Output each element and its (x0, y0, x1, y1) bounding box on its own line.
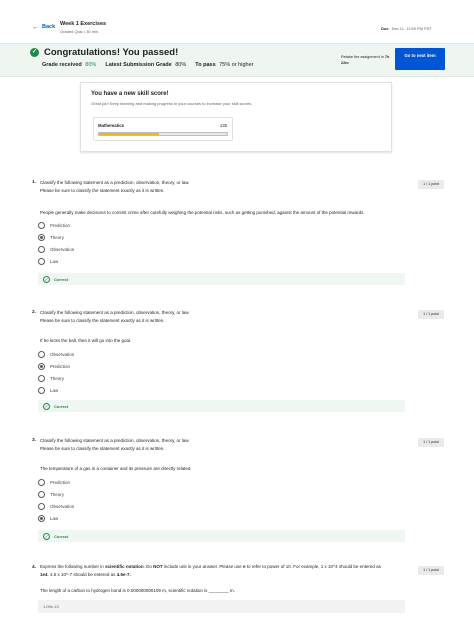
option-law[interactable] (38, 387, 58, 394)
banner-heading: Congratulations! You passed! (44, 47, 179, 58)
skill-progress-bar (98, 132, 228, 136)
radio-button[interactable] (38, 387, 45, 394)
answer-input[interactable]: 1.09e-10 (38, 600, 405, 613)
skill-score: 135 (219, 123, 227, 128)
go-to-next-item-button[interactable]: Go to next item (395, 48, 445, 70)
retake-time: 7h 22m (341, 55, 390, 65)
option-theory[interactable] (38, 491, 64, 498)
option-theory[interactable] (38, 375, 64, 382)
retake-info (341, 54, 396, 66)
due-label: Due (381, 26, 389, 31)
option-law[interactable] (38, 258, 58, 265)
feedback-correct (38, 273, 405, 285)
option-label: Theory (50, 376, 65, 381)
back-label: Back (42, 24, 56, 30)
radio-button[interactable] (38, 375, 45, 382)
option-observation[interactable] (38, 503, 74, 510)
option-label: Law (50, 516, 59, 521)
question-prompt: Classify the following statement as a prediction, observation, theory, or law. Please be sure to classify the statement exactly as it is written. (40, 180, 190, 193)
question-number: 3. (32, 438, 37, 443)
option-prediction[interactable] (38, 222, 70, 229)
back-link[interactable] (32, 24, 55, 30)
radio-button[interactable] (38, 363, 45, 370)
due-date (381, 26, 432, 31)
option-label: Prediction (50, 364, 71, 369)
check-circle-icon: ✓ (44, 276, 49, 282)
question-statement: The length of a carbon to hydrogen bond is 0.000000000109 m, scientific notation is ________ m. (40, 588, 235, 593)
question-statement: If he kicks the ball, then it will go into the goal. (40, 338, 132, 343)
option-label: Theory (50, 235, 65, 240)
radio-button[interactable] (38, 491, 45, 498)
question-prompt: Classify the following statement as a prediction, observation, theory, or law. Please be sure to classify the statement exactly as it is written. (40, 310, 190, 323)
radio-button[interactable] (38, 246, 45, 253)
skill-card-title: You have a new skill score! (91, 91, 169, 97)
feedback-label: Correct (54, 533, 69, 539)
option-prediction[interactable] (38, 479, 70, 486)
question-prompt: Classify the following statement as a prediction, observation, theory, or law. Please be sure to classify the statement exactly as it is written. (40, 438, 190, 451)
option-label: Law (50, 259, 59, 264)
option-prediction[interactable] (38, 363, 70, 370)
option-label: Prediction (50, 480, 71, 485)
option-label: Prediction (50, 223, 71, 228)
radio-button[interactable] (38, 222, 45, 229)
option-label: Observation (50, 247, 75, 252)
question-points-badge: 1 / 1 point (418, 566, 444, 575)
option-theory[interactable] (38, 234, 64, 241)
feedback-label: Correct (54, 276, 69, 282)
assignment-subtitle: Graded Quiz • 30 min (60, 29, 99, 34)
check-circle-icon: ✓ (44, 533, 49, 539)
arrow-left-icon: ← (32, 23, 39, 31)
radio-button[interactable] (38, 234, 45, 241)
radio-button[interactable] (38, 258, 45, 265)
skill-progress-fill (99, 133, 159, 135)
grade-summary (42, 62, 253, 68)
question-number: 2. (32, 310, 37, 315)
check-circle-icon: ✓ (31, 49, 38, 55)
due-date-value: Dec 11, 11:59 PM PST (391, 26, 432, 31)
option-label: Observation (50, 504, 75, 509)
question-statement: People generally make decisions to commit crime after carefully weighing the potential risks, such as getting punished, against the amount of the potential rewards. (40, 210, 365, 215)
skill-score-card (80, 82, 392, 152)
question-points-badge: 1 / 1 point (418, 310, 444, 319)
retake-text: Retake the assignment in (341, 55, 384, 59)
option-observation[interactable] (38, 351, 74, 358)
option-label: Observation (50, 352, 75, 357)
top-bar (0, 0, 474, 40)
option-label: Theory (50, 492, 65, 497)
radio-button[interactable] (38, 479, 45, 486)
to-pass-value: 75% or higher (219, 62, 254, 68)
check-circle-icon: ✓ (44, 403, 49, 409)
feedback-label: Correct (54, 403, 69, 409)
question-number: 1. (32, 180, 37, 185)
grade-received-label: Grade received (42, 62, 82, 68)
feedback-correct (38, 400, 405, 412)
to-pass-label: To pass (195, 62, 216, 68)
assignment-title: Week 1 Exercises (60, 21, 107, 27)
grade-received-value: 80% (85, 62, 97, 68)
question-statement: The temperature of a gas in a container and its pressure are directly related. (40, 466, 192, 471)
question-points-badge: 1 / 1 point (418, 438, 444, 447)
radio-button[interactable] (38, 351, 45, 358)
skill-progress-box (93, 117, 233, 141)
latest-grade-value: 80% (175, 62, 187, 68)
latest-grade-label: Latest Submission Grade (105, 62, 172, 68)
skill-name: Mathematics (98, 123, 125, 128)
option-observation[interactable] (38, 246, 74, 253)
question-number: 4. (32, 565, 37, 570)
skill-card-description: Great job! Keep learning and making progress in your courses to increase your skill scores. (91, 101, 253, 106)
option-label: Law (50, 388, 59, 393)
question-prompt: Express the following number in scientific notation. Do NOT include unit in your answer. Please use e to refer to power of 10. For example, 1 x 10^4 should be entered as 1e4. 4.5 x 10^-7 should be entered as 4.5e-7. (40, 564, 381, 577)
radio-button[interactable] (38, 515, 45, 522)
feedback-correct (38, 530, 405, 542)
radio-button[interactable] (38, 503, 45, 510)
option-law[interactable] (38, 515, 58, 522)
question-points-badge: 1 / 1 point (418, 180, 444, 189)
